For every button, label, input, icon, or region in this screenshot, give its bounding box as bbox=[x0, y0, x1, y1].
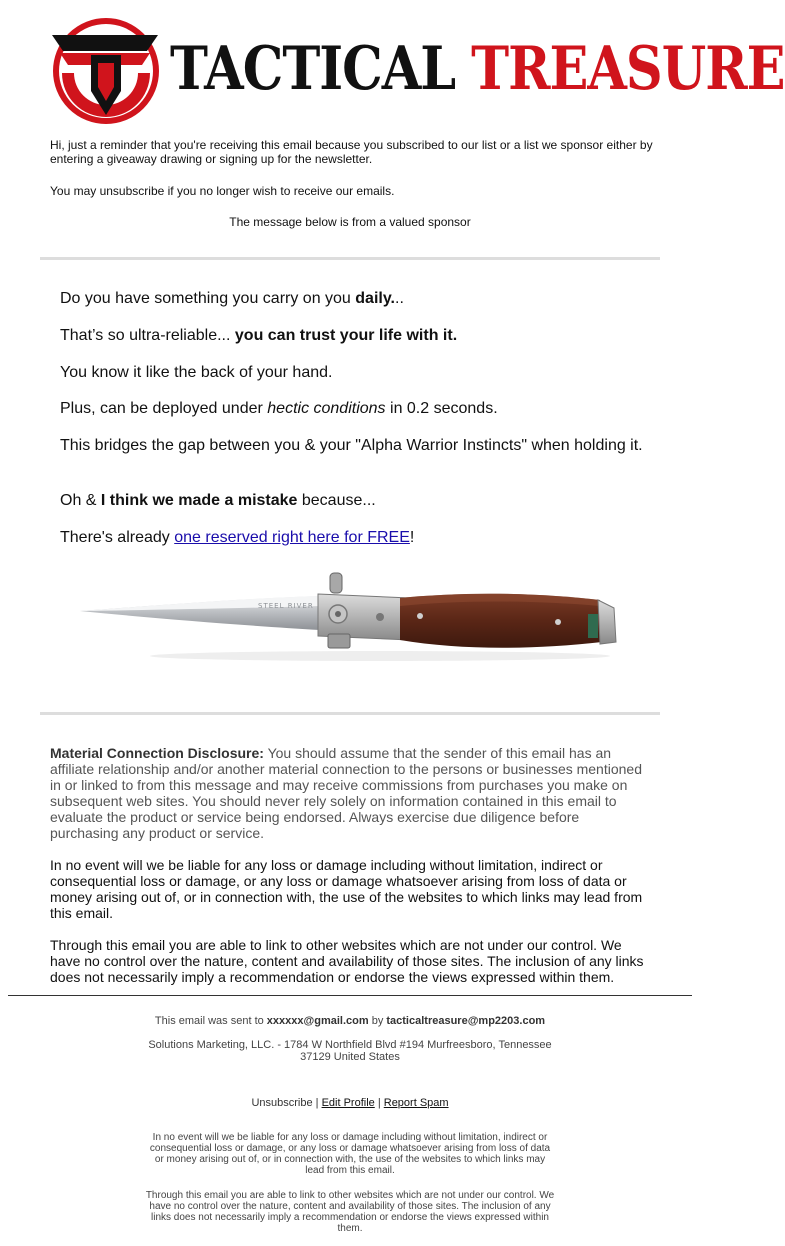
message-line-6 bbox=[60, 492, 645, 510]
disclosure-title: Material Connection Disclosure: bbox=[50, 745, 264, 761]
sender-email: tacticaltreasure@mp2203.com bbox=[386, 1015, 546, 1027]
edit-profile-link[interactable]: Edit Profile bbox=[321, 1097, 375, 1109]
sponsor-note: The message below is from a valued sponsor bbox=[229, 215, 471, 229]
message-line-1 bbox=[60, 290, 645, 308]
message-line-2 bbox=[60, 327, 645, 345]
message-line-5: This bridges the gap between you & your "Alpha Warrior Instincts" when holding it. bbox=[60, 437, 643, 454]
sent-by: by bbox=[368, 1015, 387, 1027]
message-line-7 bbox=[60, 529, 645, 547]
message-text: Oh & bbox=[60, 492, 101, 509]
footer-external-links: Through this email you are able to link to other websites which are not under our control. We have no control over the nature, content and availability of those sites. The inclusion of any links does not necessarily imply a recommendation or endorse the views expressed within them. bbox=[145, 1190, 555, 1234]
brand-name-part2: TREASURE bbox=[471, 33, 785, 104]
footer-liability: In no event will we be liable for any loss or damage including without limitation, indirect or consequential loss or damage, or any loss or damage whatsoever arising from loss of data or money arising out of, or in connection with, the use of the websites to which links may lead from this email. bbox=[149, 1132, 551, 1176]
knife-product-image[interactable] bbox=[80, 570, 620, 670]
message-text: because... bbox=[297, 492, 376, 509]
sent-to-line bbox=[0, 1015, 700, 1027]
disclosure-body: You should assume that the sender of this email has an affiliate relationship and/or another material connection to the persons or businesses mentioned in or linked to from this message and may receive commissions from purchases you make on subsequent web sites. You should never rely solely on information contained in this email to evaluate the product or service being endorsed. Always exercise due diligence before purchasing any product or service. bbox=[50, 745, 642, 841]
report-spam-link[interactable]: Report Spam bbox=[383, 1097, 449, 1109]
divider bbox=[40, 712, 660, 715]
message-bold: I think we made a mistake bbox=[100, 492, 298, 509]
brand-wordmark bbox=[170, 33, 785, 104]
message-text: There's already bbox=[60, 529, 175, 546]
tactical-treasure-logo-icon bbox=[50, 15, 158, 123]
unsubscribe-link[interactable]: Unsubscribe bbox=[251, 1097, 313, 1109]
company-address: Solutions Marketing, LLC. - 1784 W Northfield Blvd #194 Murfreesboro, Tennessee 37129 United States bbox=[148, 1039, 552, 1063]
unsubscribe-note: You may unsubscribe if you no longer wish to receive our emails. bbox=[50, 184, 395, 198]
disclosure-section bbox=[50, 745, 650, 985]
brand-name-part1: TACTICAL bbox=[170, 33, 456, 104]
message-line-3: You know it like the back of your hand. bbox=[60, 364, 333, 381]
link-separator: | bbox=[312, 1097, 322, 1109]
liability-paragraph: In no event will we be liable for any loss or damage including without limitation, indirect or consequential loss or damage, or any loss or damage whatsoever arising from loss of data or money arising out of, or in connection with, the use of the websites to which links may lead from this email. bbox=[50, 857, 643, 921]
message-bold: daily. bbox=[355, 290, 395, 307]
knife-brand-text: STEEL RIVER bbox=[258, 602, 314, 610]
message-text: Do you have something you carry on you bbox=[60, 290, 356, 307]
message-text: .. bbox=[395, 290, 404, 307]
message-text: ! bbox=[409, 529, 415, 546]
reminder-text: Hi, just a reminder that you're receiving this email because you subscribed to our list or a list we sponsor either by entering a giveaway drawing or signing up for the newsletter. bbox=[50, 138, 653, 166]
divider bbox=[40, 257, 660, 260]
message-line-4 bbox=[60, 400, 645, 418]
message-bold: you can trust your life with it. bbox=[234, 327, 458, 344]
message-text: in 0.2 seconds. bbox=[385, 400, 498, 417]
footer-links bbox=[0, 1097, 700, 1109]
sent-prefix: This email was sent to bbox=[154, 1015, 267, 1027]
footer-rule bbox=[8, 995, 692, 996]
disclosure-paragraph bbox=[50, 745, 650, 841]
link-separator: | bbox=[374, 1097, 384, 1109]
free-offer-link[interactable]: one reserved right here for FREE bbox=[174, 529, 410, 546]
message-text: That’s so ultra-reliable... bbox=[60, 327, 235, 344]
recipient-email: xxxxxx@gmail.com bbox=[266, 1015, 369, 1027]
message-italic: hectic conditions bbox=[267, 400, 386, 417]
subscription-reminder bbox=[50, 138, 660, 198]
message-text: Plus, can be deployed under bbox=[60, 400, 268, 417]
brand-logo[interactable] bbox=[50, 10, 785, 128]
external-links-paragraph: Through this email you are able to link to other websites which are not under our control. We have no control over the nature, content and availability of those sites. The inclusion of any links does not necessarily imply a recommendation or endorse the views expressed within them. bbox=[50, 937, 644, 985]
